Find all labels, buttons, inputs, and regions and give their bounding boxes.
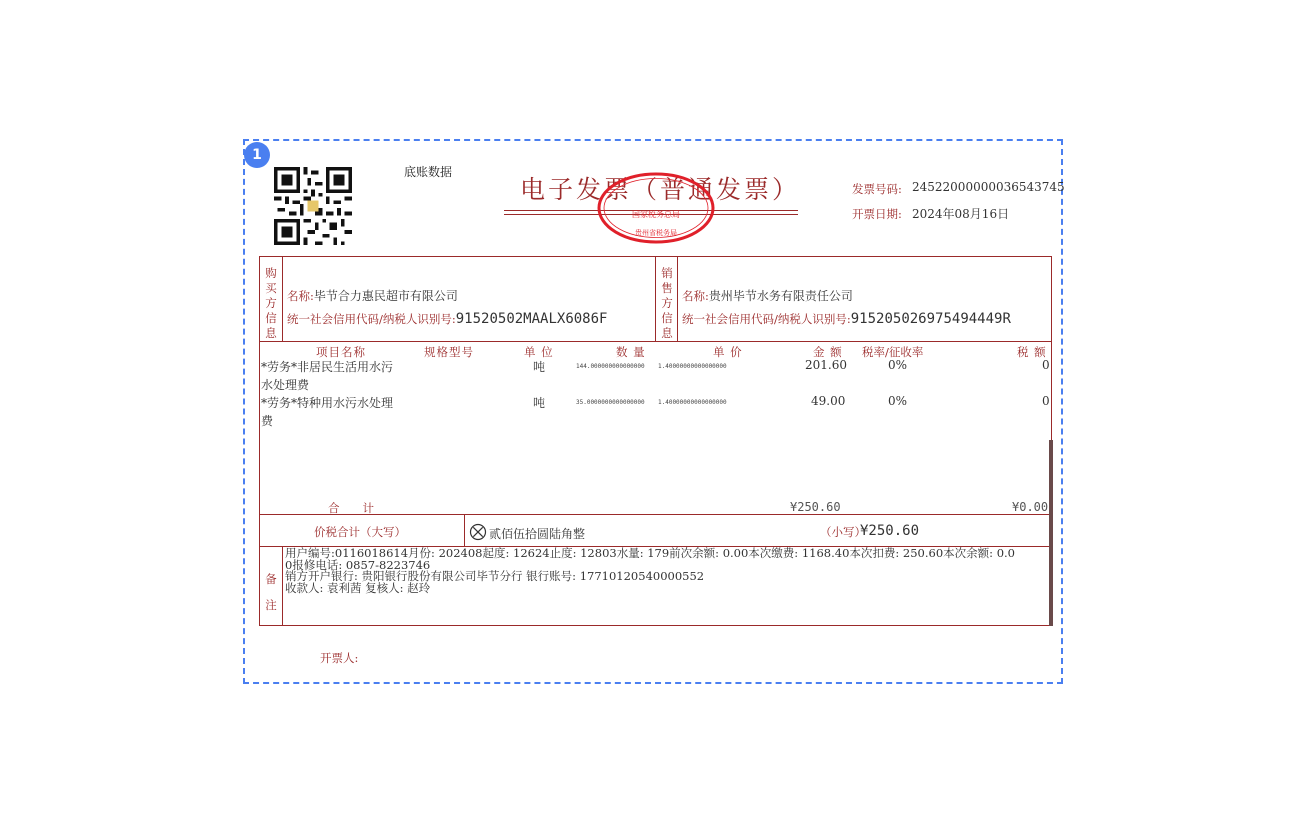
buyer-tax-row xyxy=(287,308,607,327)
buyer-tax-label: 统一社会信用代码/纳税人识别号: xyxy=(287,312,456,326)
total-in-words: 贰佰伍拾圆陆角整 xyxy=(489,527,586,541)
item-2-name-line2: 费 xyxy=(261,414,274,428)
cross-circle-icon xyxy=(469,523,487,541)
total-label: 合 计 xyxy=(328,501,374,515)
item-1-unit: 吨 xyxy=(533,360,546,374)
col-tax-rate: 税率/征收率 xyxy=(862,345,924,359)
item-1-name-line2: 水处理费 xyxy=(261,378,310,392)
col-spec: 规格型号 xyxy=(424,345,474,359)
col-item-name: 项目名称 xyxy=(316,345,366,359)
table-edge-shadow xyxy=(1049,440,1053,626)
issue-date-label: 开票日期: xyxy=(852,207,902,221)
seller-name: 贵州毕节水务有限责任公司 xyxy=(708,289,853,303)
seller-tax-label: 统一社会信用代码/纳税人识别号: xyxy=(682,312,851,326)
item-1-unit-price: 1.40000000000000000 xyxy=(658,363,727,370)
remarks-side-label: 备 注 xyxy=(265,572,277,612)
item-2-tax-amount: 0 xyxy=(1042,394,1050,408)
item-1-tax-amount: 0 xyxy=(1042,358,1050,372)
seller-name-label: 名称: xyxy=(682,289,709,303)
total-small-label: （小写） xyxy=(820,525,866,539)
remarks-line-1: 用户编号:0116018614月份: 202408起度: 12624止度: 12803水量: 179前次余额: 0.00本次缴费: 1168.40本次扣费: 250.60本次余额: 0.0 xyxy=(285,546,1015,560)
total-amount: ¥250.60 xyxy=(790,500,841,514)
remarks-line-2: 0报修电话: 0857-8223746 xyxy=(285,557,431,572)
item-1-amount: 201.60 xyxy=(805,358,847,372)
item-2-amount: 49.00 xyxy=(811,394,846,408)
seller-tax-row xyxy=(682,308,1011,327)
total-small-value: ¥250.60 xyxy=(860,523,920,539)
seller-side-label: 销 售 方 信 息 xyxy=(661,266,673,340)
seller-name-row xyxy=(682,285,853,304)
col-unit: 单 位 xyxy=(524,345,554,359)
invoice-number-label: 发票号码: xyxy=(852,182,902,196)
item-1-quantity: 144.000000000000000 xyxy=(576,363,645,370)
buyer-tax-id: 91520502MAALX6086F xyxy=(455,311,608,327)
seller-tax-id: 915205026975494449R xyxy=(850,311,1011,327)
item-2-unit: 吨 xyxy=(533,396,546,410)
col-tax-amount: 税 额 xyxy=(1017,345,1047,359)
total-tax: ¥0.00 xyxy=(1012,500,1049,514)
seal-text-bottom: 贵州省税务局 xyxy=(635,229,677,237)
total-in-words-label: 价税合计（大写） xyxy=(314,525,406,539)
item-2-name-line1: *劳务*特种用水污水处理 xyxy=(261,396,394,410)
remarks-line-3: 销方开户银行: 贵阳银行股份有限公司毕节分行 银行账号: 17710120540000552 xyxy=(285,569,705,583)
buyer-name-row xyxy=(287,285,458,304)
totals-divider xyxy=(259,514,1052,515)
page-number-badge: 1 xyxy=(244,142,270,168)
col-amount: 金 额 xyxy=(813,345,843,359)
item-1-tax-rate: 0% xyxy=(888,358,908,372)
remarks-line-4: 收款人: 袁利茜 复核人: 赵玲 xyxy=(285,580,431,595)
buyer-label-divider xyxy=(282,256,283,342)
item-2-unit-price: 1.40000000000000000 xyxy=(658,399,727,406)
issuer-label: 开票人: xyxy=(320,651,359,665)
words-divider xyxy=(464,514,465,547)
buyer-name: 毕节合力惠民超市有限公司 xyxy=(313,289,458,303)
remarks-text xyxy=(285,548,1015,594)
item-2-tax-rate: 0% xyxy=(888,394,908,408)
invoice-title: 电子发票（普通发票） xyxy=(520,175,801,204)
ledger-data-label: 底账数据 xyxy=(404,165,453,179)
tax-bureau-seal xyxy=(596,171,716,245)
buyer-side-label: 购 买 方 信 息 xyxy=(265,266,277,340)
col-quantity: 数 量 xyxy=(616,345,646,359)
invoice-number: 24522000000036543745 xyxy=(912,180,1065,194)
item-1-name-line1: *劳务*非居民生活用水污 xyxy=(261,360,394,374)
buyer-name-label: 名称: xyxy=(287,289,314,303)
remarks-label-divider xyxy=(282,546,283,626)
qr-code-icon xyxy=(274,167,352,245)
seal-text-top: 国家税务总局 xyxy=(632,210,680,219)
item-2-quantity: 35.0000000000000000 xyxy=(576,399,645,406)
issue-date: 2024年08月16日 xyxy=(912,207,1010,221)
col-unit-price: 单 价 xyxy=(713,345,743,359)
